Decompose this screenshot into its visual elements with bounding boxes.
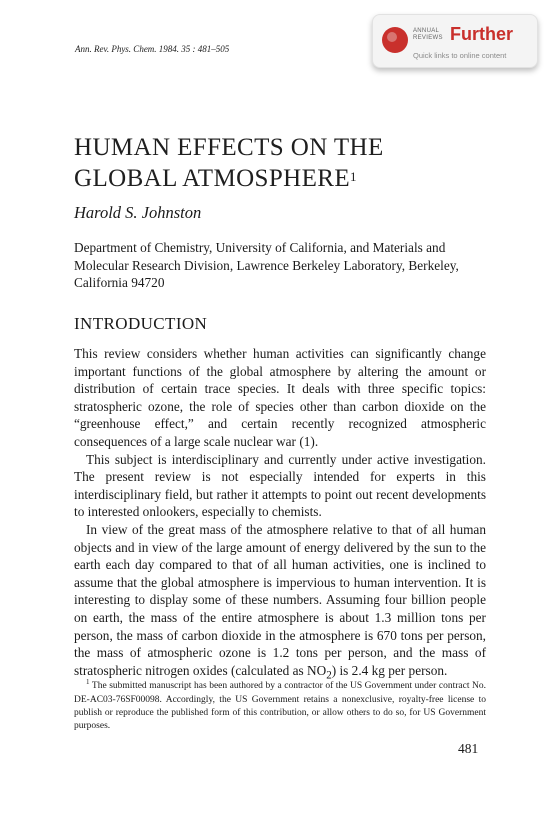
further-links-badge[interactable] [372, 14, 538, 68]
title-footnote-mark: 1 [350, 169, 357, 184]
further-label: Further [450, 24, 513, 44]
annual-reviews-label: ANNUAL REVIEWS [413, 28, 443, 41]
section-heading-introduction: INTRODUCTION [74, 314, 208, 333]
paragraph-1: This review considers whether human activities can significantly change important functions of the global atmosphere by altering the amount or distribution of certain trace species. It deals with three specific topics: stratospheric ozone, the role of species other than carbon dioxide on the “greenhouse effect,” and certain recently recognized atmospheric consequences of a large scale nuclear war (1). [74, 346, 486, 449]
title-line-1: HUMAN EFFECTS ON THE [74, 134, 384, 161]
footnote-text: The submitted manuscript has been authored by a contractor of the US Government under contract No. DE-AC03-76SF00098. Accordingly, the US Government retains a nonexclusive, royalty-free license to publish or reproduce the published form of this contribution, or allow others to do so, for US Government purposes. [74, 681, 486, 732]
author-name: Harold S. Johnston [74, 203, 202, 222]
journal-citation: Ann. Rev. Phys. Chem. 1984. 35 : 481–505 [75, 44, 230, 54]
footnote-mark: 1 [86, 678, 90, 686]
author-affiliation: Department of Chemistry, University of California, and Materials and Molecular Research Division, Lawrence Berkeley Laboratory, Berkeley, California 94720 [74, 240, 459, 290]
no2-subscript: 2 [326, 669, 332, 682]
paragraph-2: This subject is interdisciplinary and currently under active investigation. The present review is not especially intended for experts in this interdisciplinary field, but rather it attempts to point out recent developments to interested onlookers, especially to chemists. [74, 451, 486, 520]
paragraph-3-text: In view of the great mass of the atmosphere relative to that of all human objects and in view of the large amount of energy delivered by the sun to the earth each day compared to that of all human activities, one is inclined to assume that the global atmosphere is impervious to human intervention. It is interesting to display some of these numbers. Assuming four billion people on earth, the mass of the entire atmosphere is about 1.3 million tons per person, the mass of carbon dioxide in the atmosphere is 670 tons per person, the mass of atmospheric ozone is 1.2 tons per person, and the mass of stratospheric nitrogen oxides (calculated as NO [74, 521, 486, 678]
introduction-body [74, 345, 486, 685]
further-tagline: Quick links to online content [413, 51, 507, 60]
title-line-2: GLOBAL ATMOSPHERE [74, 165, 351, 192]
footnote [74, 676, 486, 734]
article-title [74, 132, 384, 194]
paragraph-3 [74, 521, 486, 685]
annual-reviews-logo-icon [382, 27, 408, 53]
paragraph-3-end: ) is 2.4 kg per person. [331, 662, 448, 678]
page-number: 481 [458, 741, 479, 756]
